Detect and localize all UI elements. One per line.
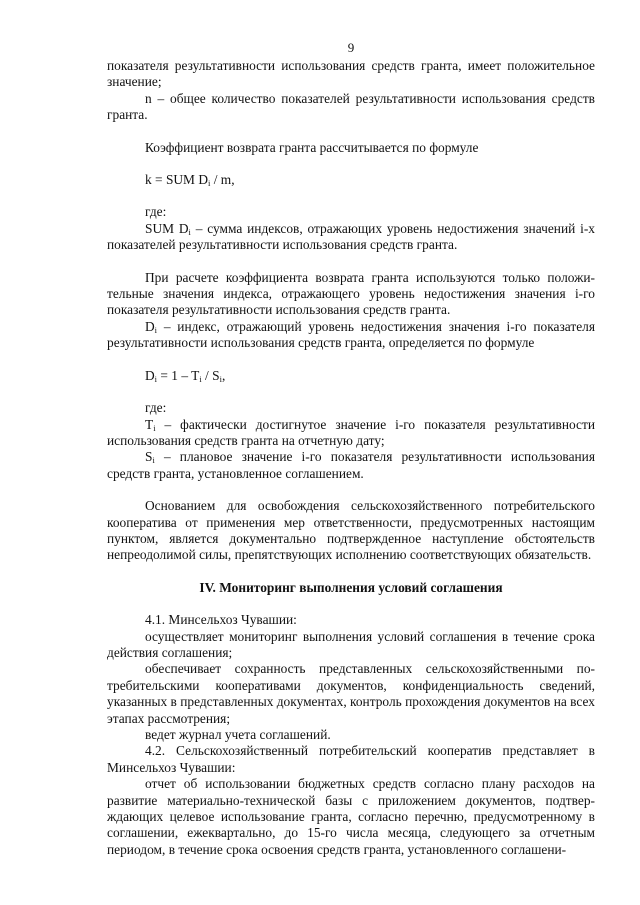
paragraph-gap	[107, 124, 595, 140]
subscript: i	[153, 422, 156, 433]
text-run: – фактически достигнутое значение i-го показателя результативности использования средств гранта на отчетную дату;	[107, 416, 595, 448]
paragraph-gap	[107, 188, 595, 204]
text-run: k = SUM D	[145, 172, 208, 188]
paragraph: ведет журнал учета соглашений.	[145, 727, 331, 742]
subscript: i	[188, 226, 191, 237]
paragraph: обеспечивает сохранность представленных сельскохозяйственными потребительскими кооперативами документов, конфиденциальность сведений, указанных в представленных документах, контроль прохождения документов на всех этапах рассмотрения;	[107, 661, 595, 726]
paragraph-gap	[107, 156, 595, 172]
subscript: i	[207, 178, 211, 189]
paragraph-gap	[107, 564, 595, 580]
subscript: i	[154, 373, 158, 384]
paragraph: Коэффициент возврата гранта рассчитывается по формуле	[145, 139, 479, 155]
paragraph-gap	[107, 352, 595, 368]
formula	[107, 368, 595, 384]
paragraph: n – общее количество показателей результативности использования средств гранта.	[107, 90, 595, 123]
text-run: T	[145, 416, 154, 432]
text-run: / S	[201, 367, 220, 383]
paragraph: отчет об использовании бюджетных средств согласно плану расходов на развитие материально-технической базы с приложением документов, подтверждающих целевое использование гранта, согласно перечню, предусмотренному в соглашении, ежеквартально, до 15-го числа месяца, следующего за отчетным периодом, в течение срока освоения средств гранта, установленного соглашени-	[107, 776, 595, 857]
text-run: ,	[221, 367, 226, 383]
paragraph	[107, 221, 595, 254]
paragraph	[107, 449, 595, 482]
paragraph-gap	[107, 596, 595, 612]
paragraph: При расчете коэффициента возврата гранта используются только положительные значения индекса, отражающего уровень недостижения значения i-го показателя результативности использования средств гранта.	[107, 269, 595, 318]
page-number: 9	[347, 40, 355, 55]
text-run: – сумма индексов, отражающих уровень недостижения значений i-х показателей результативности использования средств гранта.	[107, 220, 595, 253]
paragraph-gap	[107, 482, 595, 498]
text-run: = 1 – T	[157, 367, 200, 383]
subscript: i	[154, 324, 158, 335]
section-heading: IV. Мониторинг выполнения условий соглашения	[199, 579, 503, 595]
formula	[107, 172, 595, 188]
paragraph	[107, 417, 595, 450]
paragraph-gap	[107, 384, 595, 400]
subscript: i	[219, 373, 222, 384]
paragraph: Основанием для освобождения сельскохозяйственного потребительского кооператива от применения мер ответственности, предусмотренных настоящим пунктом, является документально подтвержденное наступление обстоятельств непреодолимой силы, препятствующих исполнению соответствующих обязательств.	[107, 498, 595, 563]
text-run: / m,	[210, 172, 235, 188]
paragraph: где:	[145, 400, 167, 416]
paragraph: показателя результативности использования средств гранта, имеет положительное значение;	[107, 58, 595, 90]
paragraph	[107, 319, 595, 352]
document-body	[107, 58, 595, 858]
text-run: – плановое значение i-го показателя результативности использования средств гранта, установленное соглашением.	[107, 449, 595, 481]
text-run: S	[145, 449, 153, 465]
paragraph-gap	[107, 254, 595, 270]
text-run: – индекс, отражающий уровень недостижения значения i-го показателя результативности использования средств гранта, определяется по формуле	[107, 318, 595, 351]
subscript: i	[199, 373, 202, 384]
paragraph: 4.1. Минсельхоз Чувашии:	[145, 612, 297, 628]
paragraph: осуществляет мониторинг выполнения условий соглашения в течение срока действия соглашения;	[107, 628, 595, 660]
text-run: SUM D	[145, 220, 189, 236]
text-run: D	[145, 318, 155, 334]
subscript: i	[152, 455, 155, 466]
paragraph: где:	[145, 204, 167, 220]
text-run: D	[145, 367, 155, 383]
paragraph: 4.2. Сельскохозяйственный потребительский кооператив представляет в Минсельхоз Чувашии:	[107, 743, 595, 775]
